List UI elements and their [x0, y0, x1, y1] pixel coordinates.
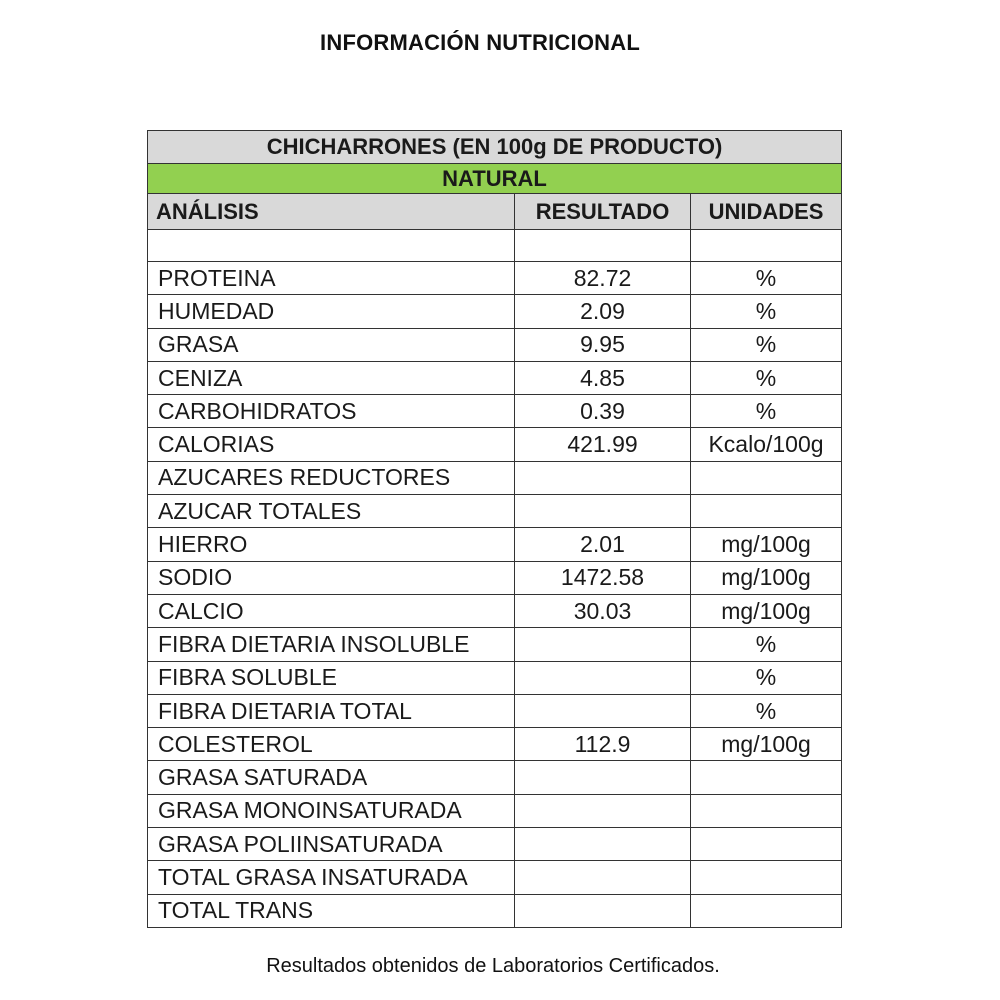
unit-cell: [691, 761, 842, 794]
result-cell: 0.39: [515, 395, 691, 428]
analysis-cell: GRASA MONOINSATURADA: [148, 794, 515, 827]
result-cell: 2.01: [515, 528, 691, 561]
column-header-unit: UNIDADES: [691, 194, 842, 230]
analysis-cell: TOTAL GRASA INSATURADA: [148, 861, 515, 894]
result-cell: 30.03: [515, 594, 691, 627]
result-cell: [515, 628, 691, 661]
unit-cell: Kcalo/100g: [691, 428, 842, 461]
unit-cell: %: [691, 328, 842, 361]
result-cell: [515, 461, 691, 494]
table-row: [148, 295, 842, 328]
analysis-cell: HIERRO: [148, 528, 515, 561]
unit-cell: [691, 861, 842, 894]
unit-cell: [691, 794, 842, 827]
result-cell: 112.9: [515, 728, 691, 761]
footnote: Resultados obtenidos de Laboratorios Certificados.: [266, 955, 720, 977]
table-row: [148, 728, 842, 761]
table-row: [148, 461, 842, 494]
variant-header-row: [148, 164, 842, 194]
analysis-cell: CARBOHIDRATOS: [148, 395, 515, 428]
page-title: INFORMACIÓN NUTRICIONAL: [320, 30, 640, 55]
table-row: [148, 794, 842, 827]
analysis-cell: AZUCAR TOTALES: [148, 495, 515, 528]
unit-cell: %: [691, 661, 842, 694]
table-row: [148, 694, 842, 727]
unit-cell: [691, 828, 842, 861]
table-row: [148, 528, 842, 561]
analysis-cell: GRASA SATURADA: [148, 761, 515, 794]
analysis-cell: COLESTEROL: [148, 728, 515, 761]
unit-cell: mg/100g: [691, 728, 842, 761]
column-header-result: RESULTADO: [515, 194, 691, 230]
unit-cell: %: [691, 628, 842, 661]
blank-cell: [515, 230, 691, 262]
table-row: [148, 761, 842, 794]
blank-row: [148, 230, 842, 262]
unit-cell: mg/100g: [691, 561, 842, 594]
unit-cell: mg/100g: [691, 528, 842, 561]
unit-cell: %: [691, 262, 842, 295]
unit-cell: mg/100g: [691, 594, 842, 627]
variant-header: NATURAL: [148, 164, 842, 194]
analysis-cell: SODIO: [148, 561, 515, 594]
analysis-cell: GRASA POLIINSATURADA: [148, 828, 515, 861]
table-row: [148, 495, 842, 528]
table-row: [148, 661, 842, 694]
column-header-row: [148, 194, 842, 230]
analysis-cell: FIBRA DIETARIA TOTAL: [148, 694, 515, 727]
analysis-cell: AZUCARES REDUCTORES: [148, 461, 515, 494]
result-cell: [515, 495, 691, 528]
unit-cell: %: [691, 361, 842, 394]
analysis-cell: CALORIAS: [148, 428, 515, 461]
unit-cell: %: [691, 295, 842, 328]
analysis-cell: FIBRA DIETARIA INSOLUBLE: [148, 628, 515, 661]
result-cell: [515, 794, 691, 827]
result-cell: [515, 661, 691, 694]
table-row: [148, 428, 842, 461]
unit-cell: %: [691, 694, 842, 727]
result-cell: [515, 828, 691, 861]
analysis-cell: GRASA: [148, 328, 515, 361]
result-cell: 2.09: [515, 295, 691, 328]
analysis-cell: HUMEDAD: [148, 295, 515, 328]
result-cell: 82.72: [515, 262, 691, 295]
unit-cell: [691, 461, 842, 494]
result-cell: 4.85: [515, 361, 691, 394]
table-row: [148, 894, 842, 927]
product-header-row: [148, 131, 842, 164]
result-cell: 9.95: [515, 328, 691, 361]
table-row: [148, 861, 842, 894]
nutrition-table-body: [148, 131, 842, 928]
table-row: [148, 561, 842, 594]
unit-cell: %: [691, 395, 842, 428]
result-cell: 421.99: [515, 428, 691, 461]
nutrition-table: [147, 130, 842, 928]
result-cell: [515, 694, 691, 727]
result-cell: [515, 861, 691, 894]
table-row: [148, 594, 842, 627]
blank-cell: [148, 230, 515, 262]
table-row: [148, 395, 842, 428]
result-cell: 1472.58: [515, 561, 691, 594]
result-cell: [515, 761, 691, 794]
result-cell: [515, 894, 691, 927]
blank-cell: [691, 230, 842, 262]
analysis-cell: PROTEINA: [148, 262, 515, 295]
analysis-cell: FIBRA SOLUBLE: [148, 661, 515, 694]
analysis-cell: TOTAL TRANS: [148, 894, 515, 927]
product-header: CHICHARRONES (EN 100g DE PRODUCTO): [148, 131, 842, 164]
table-row: [148, 828, 842, 861]
table-row: [148, 361, 842, 394]
analysis-cell: CENIZA: [148, 361, 515, 394]
unit-cell: [691, 495, 842, 528]
table-row: [148, 328, 842, 361]
column-header-analysis: ANÁLISIS: [148, 194, 515, 230]
table-row: [148, 628, 842, 661]
unit-cell: [691, 894, 842, 927]
table-row: [148, 262, 842, 295]
analysis-cell: CALCIO: [148, 594, 515, 627]
